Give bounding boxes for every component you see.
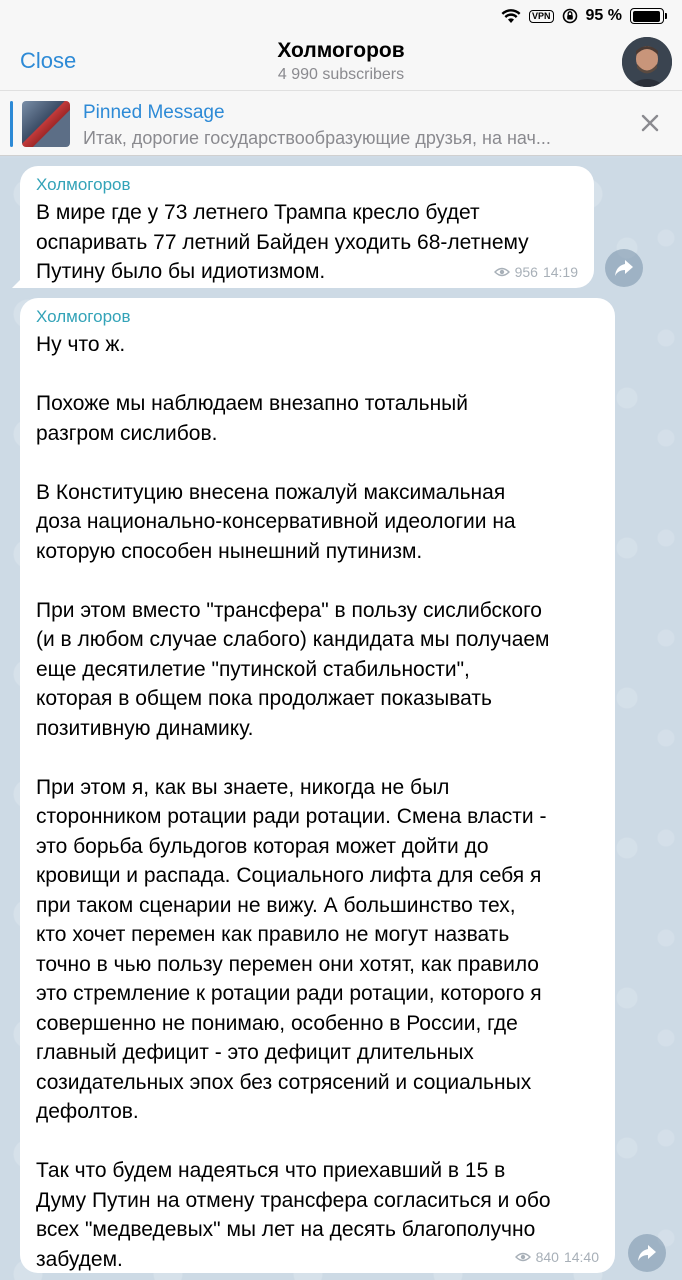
pinned-thumbnail — [22, 101, 70, 147]
vpn-badge: VPN — [529, 10, 554, 23]
share-icon — [637, 1244, 657, 1262]
share-icon — [614, 259, 634, 277]
channel-avatar[interactable] — [622, 37, 672, 87]
battery-icon — [630, 8, 664, 24]
message-sender[interactable]: Холмогоров — [36, 175, 131, 194]
status-indicators — [501, 5, 664, 27]
message-bubble[interactable] — [20, 166, 594, 288]
status-bar — [0, 0, 682, 34]
message-sender[interactable]: Холмогоров — [36, 307, 131, 326]
eye-icon — [515, 1252, 531, 1262]
orientation-lock-icon — [562, 8, 578, 24]
message-views: 956 — [514, 264, 538, 280]
message-text: В мире где у 73 летнего Трампа кресло будет оспаривать 77 летний Байден уходить 68-летнему Путину было бы идиотизмом. — [36, 201, 529, 283]
channel-title[interactable]: Холмогоров — [277, 39, 405, 62]
pinned-accent-line — [10, 101, 13, 147]
close-button[interactable]: Close — [20, 48, 77, 73]
wifi-icon — [501, 9, 521, 24]
message-time: 14:19 — [542, 264, 578, 280]
message-meta — [515, 1249, 599, 1265]
pinned-message-bar[interactable] — [0, 90, 682, 156]
close-icon[interactable] — [638, 111, 662, 135]
nav-bar — [0, 34, 682, 90]
message-bubble[interactable] — [20, 298, 615, 1273]
message-text: Ну что ж. Похоже мы наблюдаем внезапно тотальный разгром сислибов. В Конституцию внесена пожалуй максимальная доза национально-консервативной идеологии на которую способен нынешний путинизм. При этом вместо "трансфера" в пользу сислибского (и в любом случае слабого) кандидата мы получаем еще десятилетие "путинской стабильности", которая в общем пока продолжает показывать позитивную динамику. При этом я, как вы знаете, никогда не был сторонником ротации ради ротации. Смена власти - это борьба бульдогов которая может дойти до кровищи и распада. Социального лифта для себя я при таком сценарии не вижу. А большинство тех, кто хочет перемен как правило не могут назвать точно в чью пользу перемен они хотят, как правило это стремление к ротации ради ротации, которого я совершенно не понимаю, особенно в России, где главный дефицит - это дефицит длительных созидательных эпох без сотрясений и социальных дефолтов. Так что будем надеяться что приехавший в 15 в Думу Путин на отмену трансфера согласиться и обо всех "медведевых" мы лет на десять благополучно забудем. — [36, 333, 551, 1271]
message-views: 840 — [535, 1249, 559, 1265]
subscriber-count: 4 990 subscribers — [277, 66, 405, 83]
battery-fill — [633, 11, 661, 22]
battery-percent: 95 % — [585, 7, 622, 24]
share-button[interactable] — [605, 249, 643, 287]
pinned-label: Pinned Message — [83, 102, 225, 123]
avatar-portrait — [622, 37, 672, 87]
share-button[interactable] — [628, 1234, 666, 1272]
pinned-preview-text: Итак, дорогие государствообразующие друзья, на нач... — [83, 128, 551, 148]
message-time: 14:40 — [563, 1249, 599, 1265]
eye-icon — [494, 267, 510, 277]
message-meta — [494, 264, 578, 280]
